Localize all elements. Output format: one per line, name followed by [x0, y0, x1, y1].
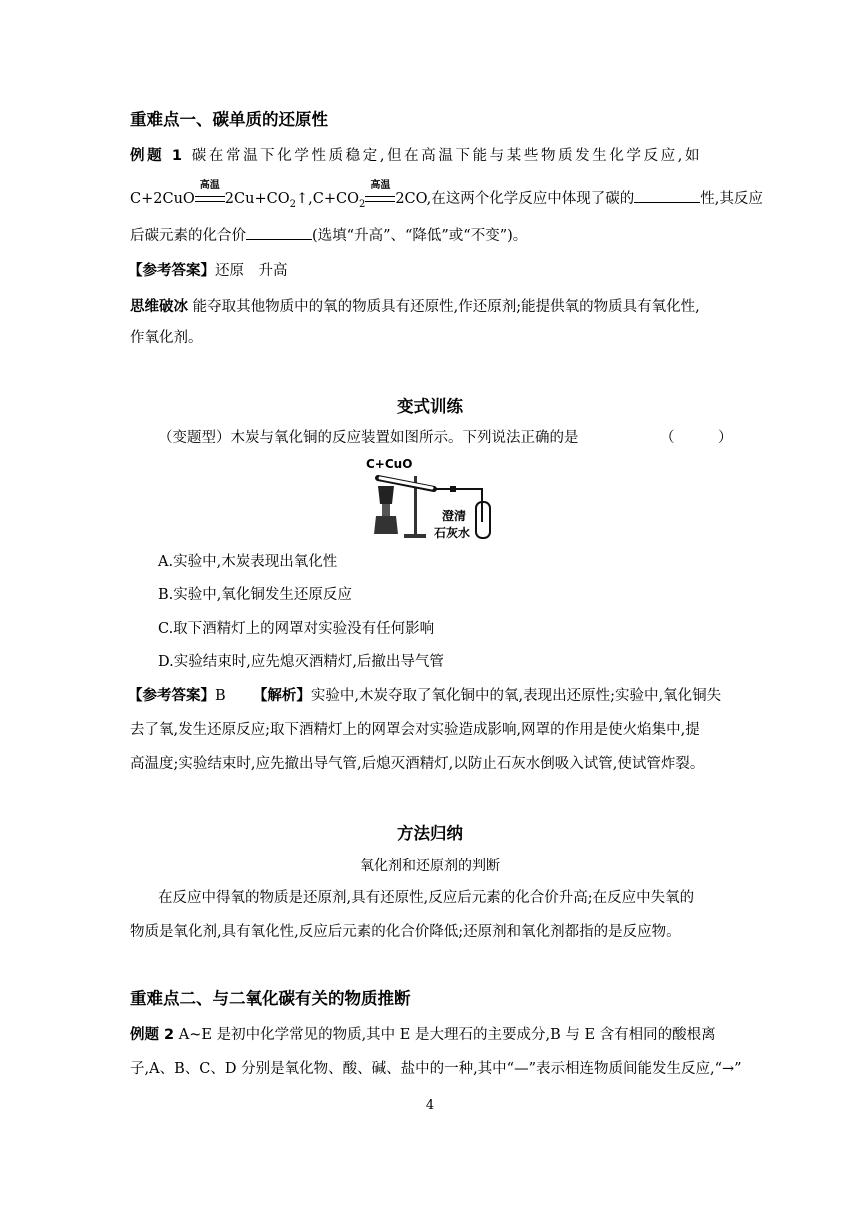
- blank-2[interactable]: [246, 225, 312, 240]
- option-a: A.实验中,木炭表现出氧化性: [158, 554, 338, 570]
- analysis-line3: 高温度;实验结束时,应先撤出导气管,后熄灭酒精灯,以防止石灰水倒吸入试管,使试管炸裂。: [130, 756, 705, 772]
- lamp-net-cover: [378, 486, 394, 504]
- option-d: D.实验结束时,应先熄灭酒精灯,后撤出导气管: [158, 654, 444, 670]
- line3-b: (选填“升高”、“降低”或“不变”)。: [312, 228, 528, 244]
- analysis-label: 【解析】: [252, 688, 311, 704]
- example1-line1: [130, 146, 702, 166]
- example1-label: 例题 1: [130, 148, 185, 164]
- example2-label: 例题 2: [130, 1027, 175, 1043]
- answer-label: 【参考答案】: [128, 263, 215, 279]
- example2-line2: 子,A、B、C、D 分别是氧化物、酸、碱、盐中的一种,其中“—”表示相连物质间能发生反应,“→”: [130, 1061, 742, 1077]
- tip-label: 思维破冰: [130, 299, 188, 315]
- section2-heading: 重难点二、与二氧化碳有关的物质推断: [130, 989, 411, 1008]
- figure-label-reactants: C+CuO: [366, 457, 413, 471]
- example1-answer: [128, 261, 288, 281]
- page-number: 4: [425, 1098, 435, 1113]
- tip-text1: 能夺取其他物质中的氧的物质具有还原性,作还原剂;能提供氧的物质具有氧化性,: [192, 299, 700, 315]
- eq2-right: 2CO,在这两个化学反应中体现了碳的: [395, 191, 635, 207]
- apparatus-figure: [364, 456, 500, 542]
- example1-line3: [130, 225, 527, 246]
- alcohol-lamp: [374, 516, 398, 534]
- section1-heading: 重难点一、碳单质的还原性: [130, 110, 328, 129]
- method-title: 方法归纳: [397, 824, 463, 843]
- practice-title: 变式训练: [397, 397, 463, 416]
- stand-base: [404, 534, 426, 538]
- example1-text1: 碳在常温下化学性质稳定,但在高温下能与某些物质发生化学反应,如: [191, 148, 703, 164]
- option-c: C.取下酒精灯上的网罩对实验没有任何影响: [158, 621, 435, 637]
- eq1-left: C+2CuO: [130, 191, 195, 207]
- practice-answer: B: [215, 688, 226, 704]
- eq2-condition: 高温: [365, 189, 395, 209]
- tip-line1: [130, 297, 700, 317]
- practice-bracket: （ ）: [660, 430, 733, 446]
- analysis-line2: 去了氧,发生还原反应;取下酒精灯上的网罩会对实验造成影响,网罩的作用是使火焰集中,提: [130, 722, 700, 738]
- line2-tail: 性,其反应: [700, 191, 763, 207]
- eq1-condition: 高温: [195, 189, 225, 209]
- eq1-right: 2Cu+CO: [224, 191, 290, 207]
- example2-text1: A~E 是初中化学常见的物质,其中 E 是大理石的主要成分,B 与 E 含有相同的酸根离: [178, 1027, 716, 1043]
- blank-1[interactable]: [634, 188, 700, 203]
- method-line2: 物质是氧化剂,具有氧化性,反应后元素的化合价降低;还原剂和氧化剂都指的是反应物。: [130, 924, 681, 940]
- option-b: B.实验中,氧化铜发生还原反应: [158, 587, 352, 603]
- practice-answer-label: 【参考答案】: [128, 688, 215, 704]
- method-subtitle: 氧化剂和还原剂的判断: [360, 858, 500, 874]
- answer-text: 还原 升高: [215, 263, 288, 279]
- line3-a: 后碳元素的化合价: [130, 228, 246, 244]
- analysis-line1: 实验中,木炭夺取了氧化铜中的氧,表现出还原性;实验中,氧化铜失: [310, 688, 722, 704]
- example2-line1: [130, 1025, 716, 1045]
- figure-label-limewater1: 澄清: [442, 509, 467, 523]
- method-line1: 在反应中得氧的物质是还原剂,具有还原性,反应后元素的化合价升高;在反应中失氧的: [158, 890, 695, 906]
- practice-answer-line: [128, 686, 721, 706]
- example1-line2: C+2CuO 高温 $2Cu+CO_2↑,C+CO_2$ 高温 2CO,在这两个化学反应中体现了碳的 性,其反应: [130, 180, 763, 210]
- tip-line2: 作氧化剂。: [130, 330, 203, 346]
- eq1-tail: ↑,C+CO: [295, 191, 359, 207]
- figure-label-limewater2: 石灰水: [434, 526, 471, 540]
- practice-question: （变题型）木炭与氧化铜的反应装置如图所示。下列说法正确的是: [158, 430, 579, 446]
